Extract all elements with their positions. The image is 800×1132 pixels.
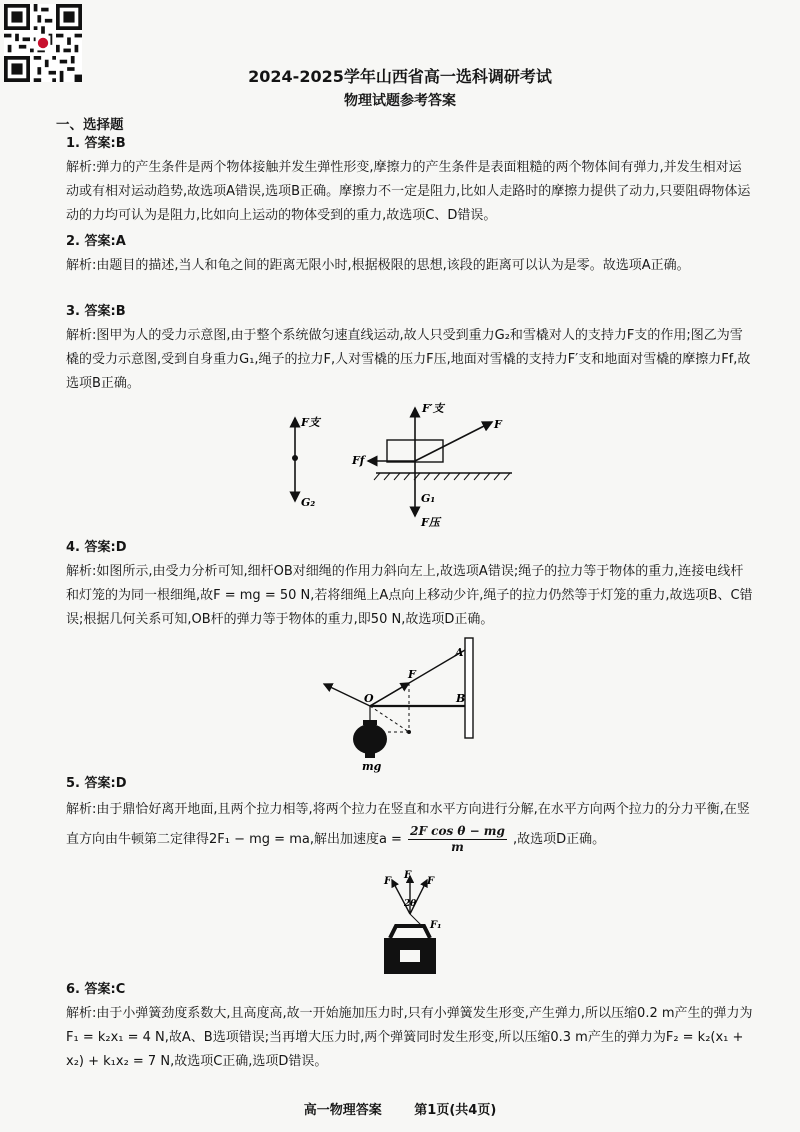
- lantern-force-diagram: [318, 636, 488, 776]
- section-heading: 一、选择题: [56, 117, 124, 133]
- label-mg: mg: [362, 760, 382, 773]
- lantern-bottom: [365, 753, 375, 758]
- wall-pole: [465, 638, 473, 738]
- analysis-text: 解析:由题目的描述,当人和龟之间的距离无限小时,根据极限的思想,该段的距离可以认为是零。故选项A正确。: [66, 258, 690, 273]
- label-f-zhi2: F′支: [422, 402, 444, 415]
- label-f3: F: [427, 876, 435, 887]
- label-f2: F: [404, 870, 412, 881]
- ding-force-diagram: [370, 866, 450, 984]
- label-theta: 2θ: [404, 899, 417, 909]
- ding-pattern: [400, 950, 420, 962]
- label-f4: F₁: [430, 920, 442, 931]
- answer-label: 1. 答案:B: [66, 136, 126, 151]
- label-f: F: [408, 668, 416, 681]
- label-f-ya: F压: [421, 516, 440, 529]
- analysis-text: [66, 796, 754, 855]
- analysis-text-part: ,故选项D正确。: [513, 832, 606, 847]
- analysis-text-part: 解析:由于鼎恰好离开地面,且两个拉力相等,将两个拉力在竖直和水平方向进行分解,在水平方向两个拉力的分力平衡,在竖直方向由牛顿第二定律得2F₁ − mg = ma,解出加速度a =: [66, 802, 750, 847]
- lantern-top: [363, 720, 377, 725]
- answer-label: 4. 答案:D: [66, 540, 127, 555]
- page-subtitle: 物理试题参考答案: [344, 93, 456, 109]
- question-5: [66, 772, 754, 855]
- label-o: O: [364, 692, 374, 705]
- fraction-denominator: m: [451, 840, 464, 854]
- page-title: 2024-2025学年山西省高一选科调研考试: [248, 67, 552, 86]
- force-diagram-sled: [280, 398, 530, 533]
- fraction-numerator: 2F cos θ − mg: [410, 824, 505, 838]
- answer-label: 5. 答案:D: [66, 776, 127, 791]
- tension-arrow: [370, 683, 409, 706]
- label-b: B: [456, 692, 466, 705]
- question-4: [66, 536, 754, 632]
- analysis-text: 解析:图甲为人的受力示意图,由于整个系统做匀速直线运动,故人只受到重力G₂和雪橇对人的支持力F支的作用;图乙为雪橇的受力示意图,受到自身重力G₁,绳子的拉力F,人对雪橇的压力F压,地面对雪橇的支持力F′支和地面对雪橇的摩擦力Ff,故选项B正确。: [66, 328, 751, 391]
- question-1: [66, 132, 754, 228]
- footer-subject: 高一物理答案: [303, 1103, 382, 1118]
- ding-handles: [390, 926, 430, 938]
- analysis-text: 解析:如图所示,由受力分析可知,细杆OB对细绳的作用力斜向左上,故选项A错误;绳子的拉力等于物体的重力,连接电线杆和灯笼的为同一根细绳,故F = mg = 50 N,若将细绳上A点向上移动少许,绳子的拉力仍然等于灯笼的重力,故选项B、C错误;根据几何关系可知,OB杆的弹力等于物体的重力,即50 N,故选项D正确。: [66, 564, 753, 627]
- label-a: A: [455, 646, 464, 659]
- footer-page-number: 第1页(共4页): [414, 1103, 497, 1118]
- point: [407, 730, 411, 734]
- label-g2: G₂: [301, 496, 316, 509]
- ground-hatch: [374, 473, 510, 480]
- lantern-icon: [353, 724, 387, 754]
- pull-force-arrow: [415, 422, 492, 461]
- label-ff: Ff: [352, 454, 365, 467]
- question-3: [66, 300, 754, 396]
- label-f-zhi: F支: [301, 416, 320, 429]
- acceleration-fraction: [408, 824, 507, 855]
- answer-label: 3. 答案:B: [66, 304, 126, 319]
- label-f1: F: [384, 876, 392, 887]
- label-g1: G₁: [421, 492, 436, 505]
- analysis-text: 解析:由于小弹簧劲度系数大,且高度高,故一开始施加压力时,只有小弹簧发生形变,产生弹力,所以压缩0.2 m产生的弹力为F₁ = k₂x₁ = 4 N,故A、B选项错误;当再增大压力时,两个弹簧同时发生形变,所以压缩0.3 m产生的弹力为F₂ = k₂(x₁ + x₂) + k₁x₂ = 7 N,故选项C正确,选项D错误。: [66, 1006, 753, 1069]
- question-6: [66, 978, 754, 1074]
- page-footer: [0, 1099, 800, 1118]
- answer-label: 2. 答案:A: [66, 234, 126, 249]
- analysis-text: 解析:弹力的产生条件是两个物体接触并发生弹性形变,摩擦力的产生条件是表面粗糙的两个物体间有弹力,并发生相对运动或有相对运动趋势,故选项A错误,选项B正确。摩擦力不一定是阻力,比如人走路时的摩擦力提供了动力,只要阻碍物体运动的力均可认为是阻力,比如向上运动的物体受到的重力,故选项C、D错误。: [66, 160, 751, 223]
- label-f: F: [494, 418, 502, 431]
- answer-label: 6. 答案:C: [66, 982, 126, 997]
- question-2: [66, 230, 754, 278]
